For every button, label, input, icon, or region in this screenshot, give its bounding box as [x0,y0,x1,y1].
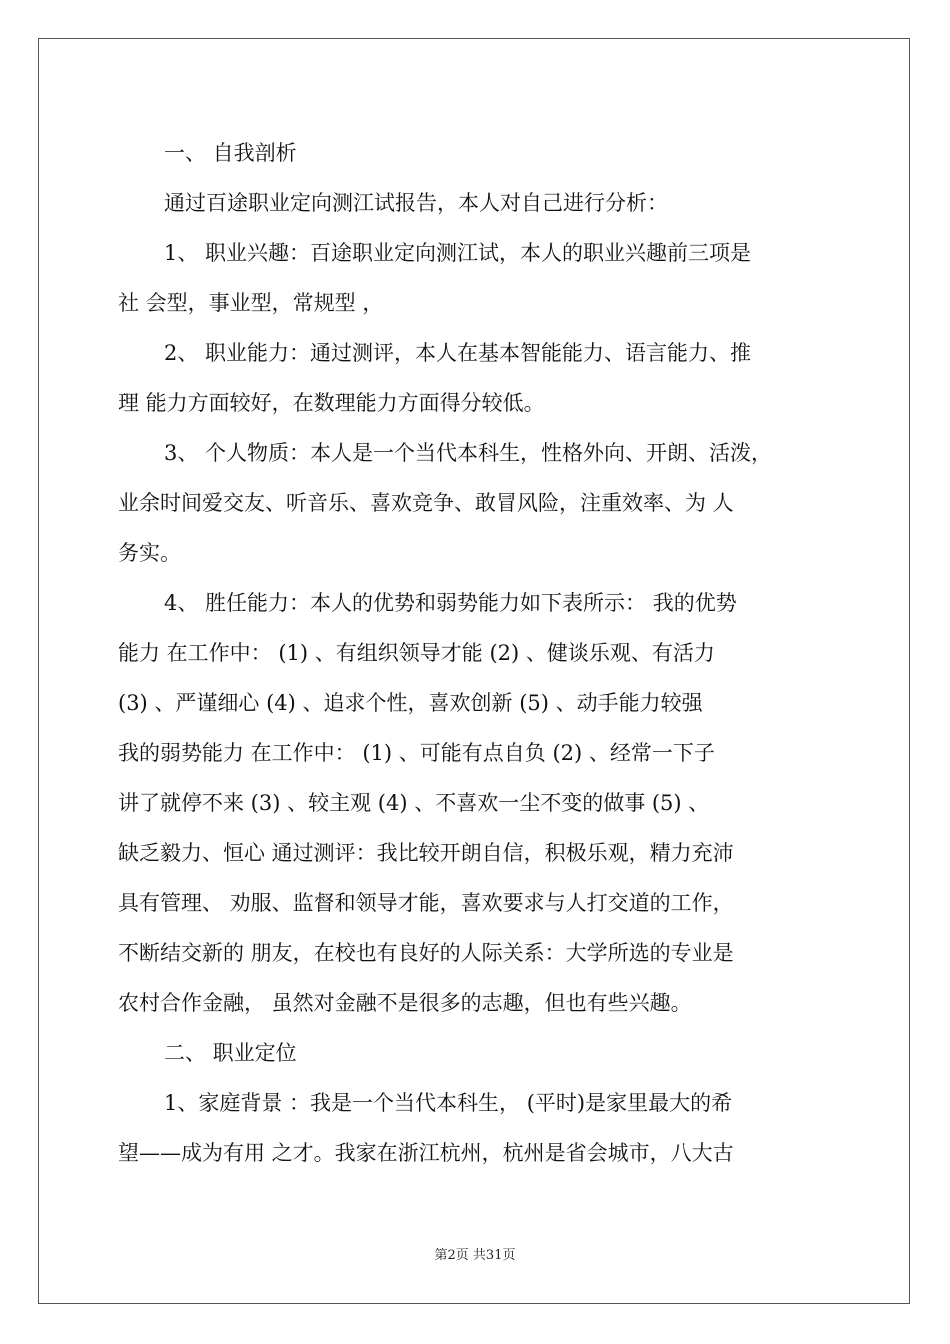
text-line: 社 会型，事业型，常规型 ， [118,291,384,315]
text-line: 理 能力方面较好，在数理能力方面得分较低。 [118,391,545,415]
document-body [118,128,834,1178]
text-line: 农村合作金融， 虽然对金融不是很多的志趣，但也有些兴趣。 [118,991,692,1015]
text-line: 不断结交新的 朋友，在校也有良好的人际关系：大学所选的专业是 [118,941,734,965]
text-line: 我的弱势能力 在工作中： (1) 、可能有点自负 (2) 、经常一下子 [118,741,715,765]
text-line: (3) 、严谨细心 (4) 、追求个性，喜欢创新 (5) 、动手能力较强 [118,691,703,715]
text-line: 务实。 [118,541,181,565]
text-line: 业余时间爱交友、听音乐、喜欢竞争、敢冒风险，注重效率、为 人 [118,491,734,515]
text-line: 1、家庭背景 ：我是一个当代本科生， (平时)是家里最大的希 [164,1091,733,1115]
text-line: 4、 胜任能力：本人的优势和弱势能力如下表所示： 我的优势 [164,591,737,615]
text-line: 3、 个人物质：本人是一个当代本科生，性格外向、开朗、活泼， [164,441,773,465]
text-line: 具有管理、 劝服、监督和领导才能，喜欢要求与人打交道的工作， [118,891,734,915]
text-line: 2、 职业能力：通过测评，本人在基本智能能力、语言能力、推 [164,341,752,365]
text-line: 能力 在工作中： (1) 、有组织领导才能 (2) 、健谈乐观、有活力 [118,641,715,665]
text-line: 通过百途职业定向测江试报告，本人对自己进行分析： [164,191,668,215]
text-line: 缺乏毅力、恒心 通过测评：我比较开朗自信，积极乐观，精力充沛 [118,841,734,865]
text-line: 二、 职业定位 [164,1041,297,1065]
text-line: 讲了就停不来 (3) 、较主观 (4) 、不喜欢一尘不变的做事 (5) 、 [118,791,710,815]
text-line: 1、 职业兴趣：百途职业定向测江试，本人的职业兴趣前三项是 [164,241,752,265]
text-line: 一、 自我剖析 [164,141,297,165]
page-number-footer: 第2页 共31页 [434,1248,516,1263]
text-line: 望——成为有用 之才。我家在浙江杭州，杭州是省会城市，八大古 [118,1141,734,1165]
